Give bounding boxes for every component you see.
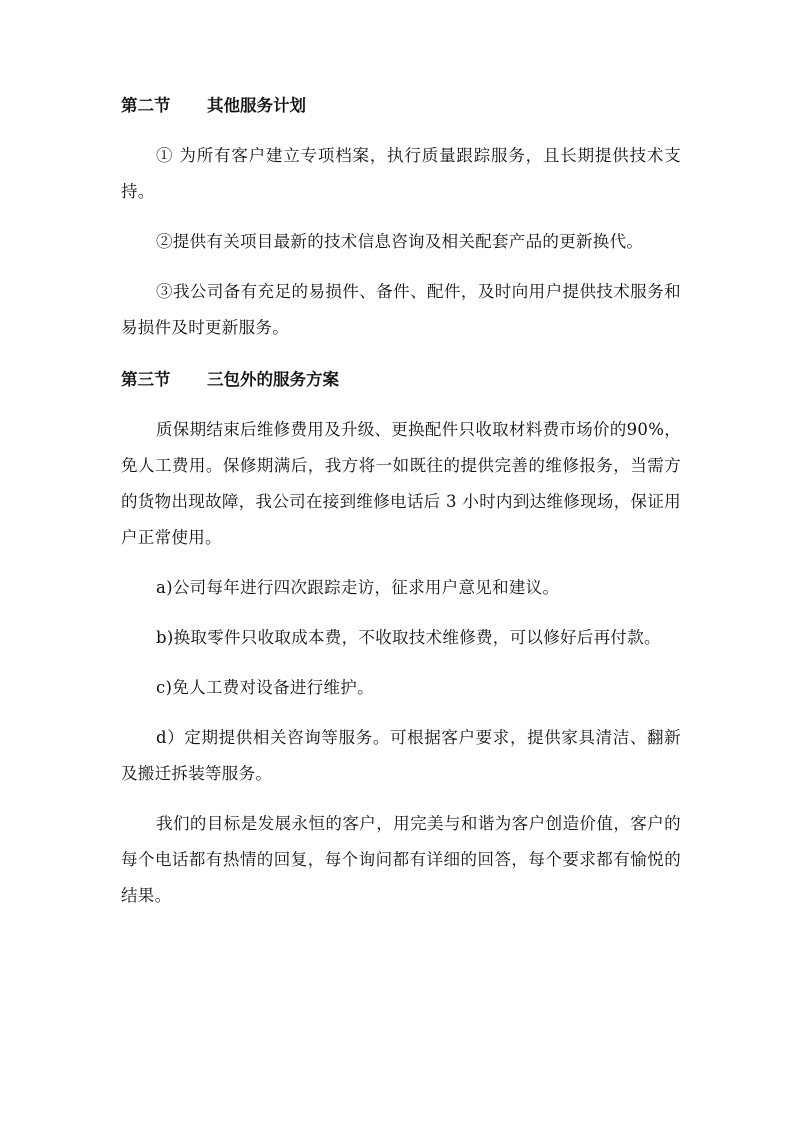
section-number: 第二节: [121, 96, 171, 115]
paragraph-item-b: b)换取零件只收取成本费，不收取技术维修费，可以修好后再付款。: [156, 628, 661, 647]
paragraph-item-1: ① 为所有客户建立专项档案，执行质量跟踪服务，且长期提供技术支持。: [121, 146, 681, 201]
section-heading-3: [121, 362, 681, 398]
paragraph-item-c: c)免人工费对设备进行维护。: [156, 678, 374, 697]
paragraph-item-a: a)公司每年进行四次跟踪走访，征求用户意见和建议。: [156, 578, 560, 597]
paragraph-goal: 我们的目标是发展永恒的客户，用完美与和谐为客户创造价值，客户的每个电话都有热情的回复，每个询问都有详细的回答，每个要求都有愉悦的结果。: [121, 814, 681, 905]
document-page: [121, 88, 681, 928]
section-number: 第三节: [121, 370, 171, 389]
paragraph-warranty-terms: 质保期结束后维修费用及升级、更换配件只收取材料费市场价的90%，免人工费用。保修期满后，我方将一如既往的提供完善的维修报务，当需方的货物出现故障，我公司在接到维修电话后 3 小时内到达维修现场，保证用户正常使用。: [121, 420, 681, 547]
section-heading-2: [121, 88, 681, 124]
section-title: 三包外的服务方案: [207, 370, 339, 389]
paragraph-item-3: ③我公司备有充足的易损件、备件、配件，及时向用户提供技术服务和易损件及时更新服务。: [121, 282, 681, 337]
paragraph-item-2: ②提供有关项目最新的技术信息咨询及相关配套产品的更新换代。: [156, 232, 644, 251]
section-title: 其他服务计划: [207, 96, 306, 115]
paragraph-item-d: d）定期提供相关咨询等服务。可根据客户要求，提供家具清洁、翻新及搬迁拆装等服务。: [121, 728, 681, 783]
